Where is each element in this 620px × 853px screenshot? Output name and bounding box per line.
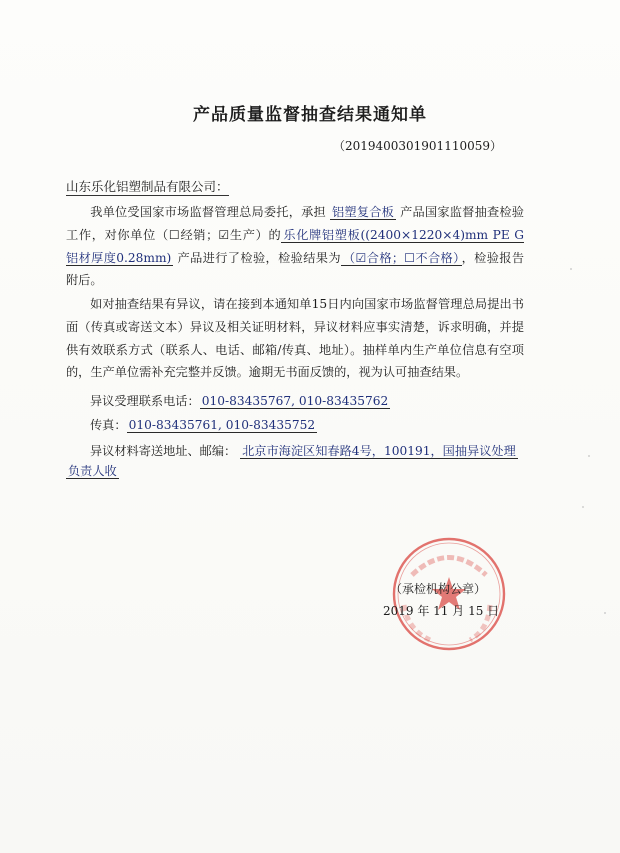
paragraph-2 — [66, 293, 524, 384]
address-line — [90, 440, 524, 462]
phone-value: 010-83435767, 010-83435762 — [201, 394, 389, 408]
document-title: 产品质量监督抽查结果通知单 — [193, 105, 427, 125]
objection-instructions: 如对抽查结果有异议，请在接到本通知单15日内向国家市场监督管理总局提出书面（传真或寄送文本）异议及相关证明材料，异议材料应事实清楚，诉求明确，并提供有效联系方式（联系人、电话、邮箱/传真、地址）。抽样单内生产单位信息有空项的，生产单位需补充完整并反馈。逾期无书面反馈的，视为认可抽查结果。 — [66, 297, 524, 380]
para1-text-1: 我单位受国家市场监督管理总局委托，承担 — [90, 205, 326, 219]
scan-speck — [570, 268, 572, 270]
product-type: 铝塑复合板 — [332, 205, 395, 219]
issue-date: 2019 年 11 月 15 日 — [383, 604, 500, 618]
para1-text-3: 产品进行了检验，检验结果为 — [177, 250, 341, 265]
paragraph-1 — [66, 201, 524, 292]
address-line-2 — [66, 462, 119, 479]
addressee-name: 山东乐化铝塑制品有限公司： — [66, 179, 229, 194]
scan-speck — [582, 506, 584, 508]
para1-text-2: 产品国家监督抽查检验工作，对你单位（☐经销；☑生产）的 — [66, 205, 524, 242]
phone-label: 异议受理联系电话： — [90, 394, 200, 408]
address-value-1: 北京市海淀区知春路4号，100191，国抽异议处理 — [242, 444, 516, 458]
org-seal-label: （承检机构公章） — [390, 582, 487, 596]
scan-speck — [588, 455, 590, 457]
fax-line — [90, 416, 317, 433]
address-value-2: 负责人收 — [68, 464, 117, 478]
addressee — [66, 177, 229, 195]
scan-speck — [604, 612, 606, 614]
para1-text-4: ，检验报告附后。 — [66, 250, 525, 288]
sample-description: 乐化牌铝塑板((2400×1220×4)mm PE G 铝材厚度0.28mm) — [66, 227, 524, 265]
fax-value: 010-83435761, 010-83435752 — [128, 418, 316, 432]
phone-line — [90, 392, 390, 409]
fax-label: 传真： — [90, 418, 127, 432]
document-code: （2019400301901110059） — [332, 139, 502, 153]
address-label: 异议材料寄送地址、邮编： — [90, 444, 237, 458]
inspection-result: （☑合格；☐不合格） — [342, 250, 460, 265]
